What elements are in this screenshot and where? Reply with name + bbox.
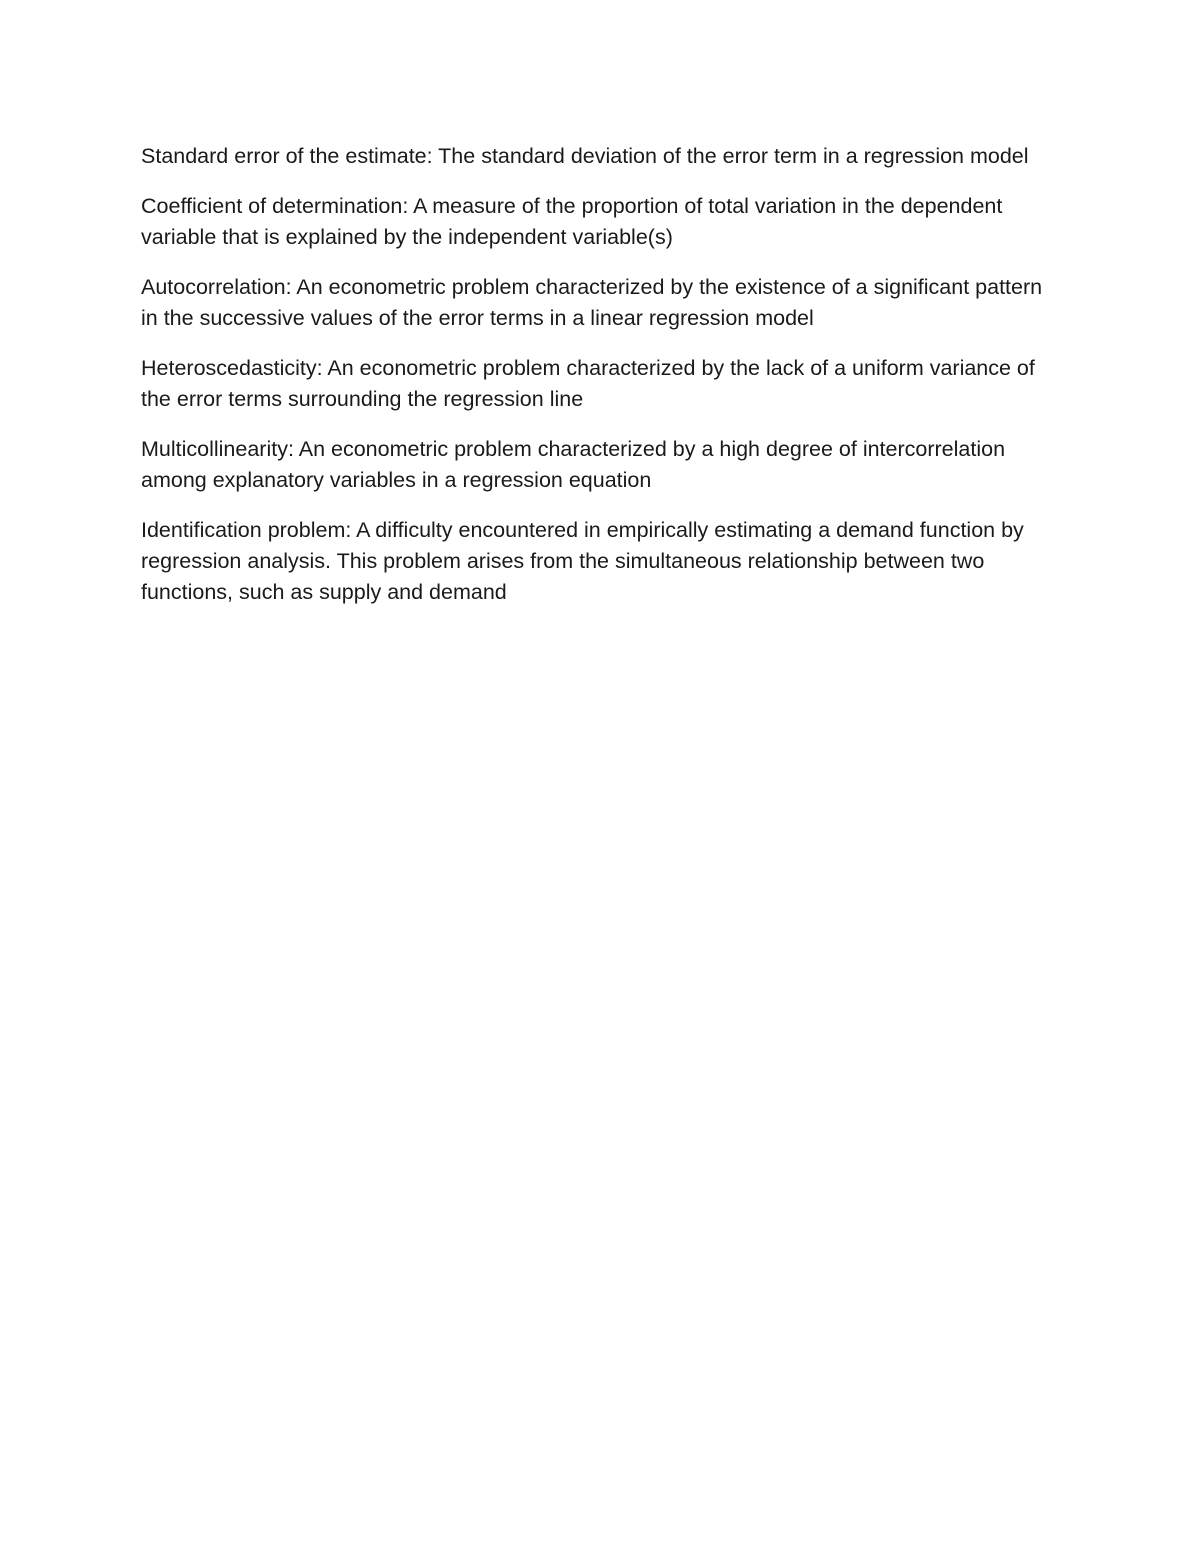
- definition-heteroscedasticity: Heteroscedasticity: An econometric problem characterized by the lack of a uniform variance of the error terms surrounding the regression line: [141, 356, 1035, 411]
- definition-autocorrelation: Autocorrelation: An econometric problem characterized by the existence of a significant pattern in the successive values of the error terms in a linear regression model: [141, 275, 1043, 330]
- definitions-list: [141, 141, 1059, 627]
- definition-standard-error: Standard error of the estimate: The standard deviation of the error term in a regression model: [141, 144, 1029, 168]
- definition-coefficient-of-determination: Coefficient of determination: A measure of the proportion of total variation in the dependent variable that is explained by the independent variable(s): [141, 194, 1003, 249]
- definition-identification-problem: Identification problem: A difficulty encountered in empirically estimating a demand function by regression analysis. This problem arises from the simultaneous relationship between two functions, such as supply and demand: [141, 518, 1024, 604]
- definition-multicollinearity: Multicollinearity: An econometric problem characterized by a high degree of intercorrelation among explanatory variables in a regression equation: [141, 437, 1006, 492]
